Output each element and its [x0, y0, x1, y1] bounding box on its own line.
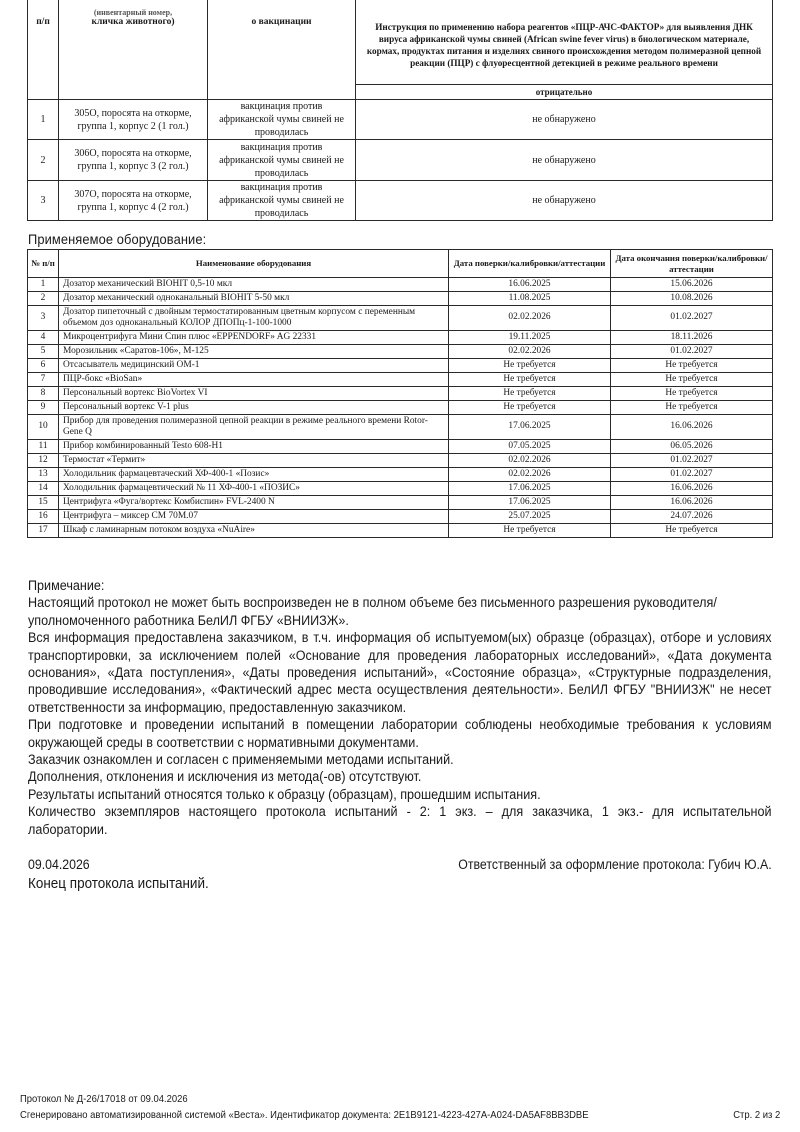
note-paragraph: При подготовке и проведении испытаний в помещении лаборатории соблюдены необходимые требования к условиям окружающей среды в соответствии с нормативными документами.	[28, 717, 772, 750]
header-name: Наименование оборудования	[59, 250, 449, 278]
notes-title: Примечание:	[28, 578, 105, 593]
table-row	[28, 345, 773, 359]
header-date-from: Дата поверки/калибровки/аттестации	[449, 250, 611, 278]
row-date-from: 02.02.2026	[449, 468, 611, 482]
footer-generated: Сгенерировано автоматизированной системой «Веста». Идентификатор документа: 2E1B9121-4223-427A-A024-DA5AF8BB3DBE	[20, 1109, 589, 1121]
row-date-to: Не требуется	[611, 401, 773, 415]
header-norm: отрицательно	[356, 85, 773, 100]
row-date-to: 01.02.2027	[611, 454, 773, 468]
row-num: 9	[28, 401, 59, 415]
row-vaccination: вакцинация против африканской чумы свиней не проводилась	[208, 140, 356, 181]
table-row	[28, 482, 773, 496]
row-date-to: Не требуется	[611, 387, 773, 401]
protocol-end: Конец протокола испытаний.	[28, 876, 209, 892]
row-vaccination: вакцинация против африканской чумы свиней не проводилась	[208, 181, 356, 221]
row-date-from: 17.06.2025	[449, 496, 611, 510]
row-result: не обнаружено	[356, 181, 773, 221]
note-paragraph: Результаты испытаний относятся только к образцу (образцам), прошедшим испытания.	[28, 786, 541, 802]
table-row	[28, 454, 773, 468]
row-date-from: 17.06.2025	[449, 482, 611, 496]
row-result: не обнаружено	[356, 140, 773, 181]
row-date-to: 06.05.2026	[611, 440, 773, 454]
header-animal-label: кличка животного)	[91, 17, 175, 27]
table-row	[28, 359, 773, 373]
header-animal-clipped: (инвентарный номер,	[93, 8, 173, 17]
row-date-from: Не требуется	[449, 359, 611, 373]
header-method: Инструкция по применению набора реагентов «ПЦР-АЧС-ФАКТОР» для выявления ДНК вируса африканской чумы свиней (African swine fever virus) в биологическом материале, кормах, продуктах питания и изделиях свиного происхождения методом полимеразной цепной реакции (ПЦР) с флуоресцентной детекцией в режиме реального времени	[356, 0, 773, 85]
header-num: п/п	[28, 0, 59, 100]
table-row	[28, 278, 773, 292]
row-date-to: 01.02.2027	[611, 345, 773, 359]
row-name: Прибор для проведения полимеразной цепной реакции в режиме реального времени Rotor-Gene Q	[59, 415, 449, 440]
row-num: 7	[28, 373, 59, 387]
row-animal: 307О, поросята на откорме, группа 1, корпус 4 (2 гол.)	[59, 181, 208, 221]
row-date-to: 16.06.2026	[611, 496, 773, 510]
row-name: Термостат «Термит»	[59, 454, 449, 468]
row-num: 2	[28, 140, 59, 181]
row-name: Персональный вортекс BioVortex VI	[59, 387, 449, 401]
table-row	[28, 140, 773, 181]
table-row	[28, 468, 773, 482]
results-table	[27, 0, 773, 221]
row-vaccination: вакцинация против африканской чумы свиней не проводилась	[208, 100, 356, 140]
row-name: Центрифуга – миксер СМ 70М.07	[59, 510, 449, 524]
row-num: 10	[28, 415, 59, 440]
row-date-to: Не требуется	[611, 524, 773, 538]
row-name: Дозатор механический одноканальный BIOHIT 5-50 мкл	[59, 292, 449, 306]
row-date-to: 24.07.2026	[611, 510, 773, 524]
signature-date: 09.04.2026	[28, 857, 90, 872]
note-paragraph: Дополнения, отклонения и исключения из метода(-ов) отсутствуют.	[28, 769, 422, 785]
notes-section	[28, 577, 772, 838]
table-row	[28, 100, 773, 140]
row-num: 2	[28, 292, 59, 306]
row-name: Персональный вортекс V-1 plus	[59, 401, 449, 415]
row-date-from: 02.02.2026	[449, 306, 611, 331]
row-num: 1	[28, 278, 59, 292]
row-num: 17	[28, 524, 59, 538]
row-result: не обнаружено	[356, 100, 773, 140]
row-num: 8	[28, 387, 59, 401]
equipment-label: Применяемое оборудование:	[28, 231, 207, 247]
row-name: Морозильник «Саратов-106», М-125	[59, 345, 449, 359]
note-paragraph: Заказчик ознакомлен и согласен с применяемыми методами испытаний.	[28, 752, 454, 768]
row-date-to: 01.02.2027	[611, 468, 773, 482]
table-row	[28, 510, 773, 524]
table-row	[28, 387, 773, 401]
row-date-to: 16.06.2026	[611, 482, 773, 496]
note-paragraph: Вся информация предоставлена заказчиком, в т.ч. информация об испытуемом(ых) образце (образцах), отборе и условиях транспортировки, за исключением полей «Основание для проведения лабораторных исследований», «Дата документа основания», «Дата поступления», «Даты проведения испытаний», «Состояние образца», «Структурные подразделения, проводившие исследования», «Фактический адрес места осуществления деятельности». БелИЛ ФГБУ "ВНИИЗЖ" не несет ответственности за информацию, предоставленную заказчиком.	[28, 630, 772, 715]
row-num: 6	[28, 359, 59, 373]
table-row	[28, 331, 773, 345]
table-row	[28, 524, 773, 538]
row-date-to: 15.06.2026	[611, 278, 773, 292]
table-row	[28, 415, 773, 440]
row-date-from: 16.06.2025	[449, 278, 611, 292]
equipment-table	[27, 249, 773, 538]
row-date-to: Не требуется	[611, 359, 773, 373]
row-animal: 306О, поросята на откорме, группа 1, корпус 3 (2 гол.)	[59, 140, 208, 181]
row-name: Холодильник фармацевтический № 11 ХФ-400-1 «ПОЗИС»	[59, 482, 449, 496]
row-date-to: 16.06.2026	[611, 415, 773, 440]
table-row	[28, 496, 773, 510]
row-name: Прибор комбинированный Testo 608-H1	[59, 440, 449, 454]
row-date-from: Не требуется	[449, 373, 611, 387]
row-num: 12	[28, 454, 59, 468]
row-name: Дозатор пипеточный с двойным термостатированным цветным корпусом с переменным объемом доз одноканальный КОЛОР ДПОПц-1-100-1000	[59, 306, 449, 331]
row-num: 3	[28, 306, 59, 331]
note-paragraph: Настоящий протокол не может быть воспроизведен не в полном объеме без письменного разрешения руководителя/уполномоченного работника БелИЛ ФГБУ «ВНИИЗЖ».	[28, 595, 717, 628]
row-name: ПЦР-бокс «BioSan»	[59, 373, 449, 387]
header-num: № п/п	[28, 250, 59, 278]
row-num: 14	[28, 482, 59, 496]
row-name: Холодильник фармацевтаческий ХФ-400-1 «Позис»	[59, 468, 449, 482]
table-row	[28, 401, 773, 415]
row-date-from: 07.05.2025	[449, 440, 611, 454]
row-num: 16	[28, 510, 59, 524]
note-paragraph: Количество экземпляров настоящего протокола испытаний - 2: 1 экз. – для заказчика, 1 экз.- для испытательной лаборатории.	[28, 804, 772, 837]
row-animal: 305О, поросята на откорме, группа 1, корпус 2 (1 гол.)	[59, 100, 208, 140]
row-date-to: 18.11.2026	[611, 331, 773, 345]
row-date-from: Не требуется	[449, 524, 611, 538]
row-name: Центрифуга «Фуга/вортекс Комбиспин» FVL-2400 N	[59, 496, 449, 510]
row-date-from: 17.06.2025	[449, 415, 611, 440]
row-date-to: 01.02.2027	[611, 306, 773, 331]
signature-responsible: Ответственный за оформление протокола: Губич Ю.А.	[458, 857, 772, 872]
row-name: Шкаф с ламинарным потоком воздуха «NuAire»	[59, 524, 449, 538]
table-row	[28, 306, 773, 331]
header-date-to: Дата окончания поверки/калибровки/аттестации	[611, 250, 773, 278]
row-date-to: Не требуется	[611, 373, 773, 387]
row-date-from: 11.08.2025	[449, 292, 611, 306]
table-row	[28, 292, 773, 306]
row-num: 4	[28, 331, 59, 345]
row-date-to: 10.08.2026	[611, 292, 773, 306]
row-date-from: 19.11.2025	[449, 331, 611, 345]
row-num: 5	[28, 345, 59, 359]
row-date-from: 02.02.2026	[449, 454, 611, 468]
row-num: 11	[28, 440, 59, 454]
row-num: 3	[28, 181, 59, 221]
row-num: 13	[28, 468, 59, 482]
row-num: 15	[28, 496, 59, 510]
row-date-from: 02.02.2026	[449, 345, 611, 359]
row-name: Отсасыватель медицинский ОМ-1	[59, 359, 449, 373]
header-animal	[59, 0, 208, 100]
row-name: Микроцентрифуга Мини Спин плюс «EPPENDORF» AG 22331	[59, 331, 449, 345]
footer-protocol: Протокол № Д-26/17018 от 09.04.2026	[20, 1093, 188, 1105]
row-name: Дозатор механический BIOHIT 0,5-10 мкл	[59, 278, 449, 292]
table-row	[28, 440, 773, 454]
table-row	[28, 181, 773, 221]
header-vaccination: о вакцинации	[208, 0, 356, 100]
table-row	[28, 373, 773, 387]
row-date-from: Не требуется	[449, 387, 611, 401]
row-num: 1	[28, 100, 59, 140]
row-date-from: 25.07.2025	[449, 510, 611, 524]
row-date-from: Не требуется	[449, 401, 611, 415]
footer-page-number: Стр. 2 из 2	[732, 1109, 780, 1121]
